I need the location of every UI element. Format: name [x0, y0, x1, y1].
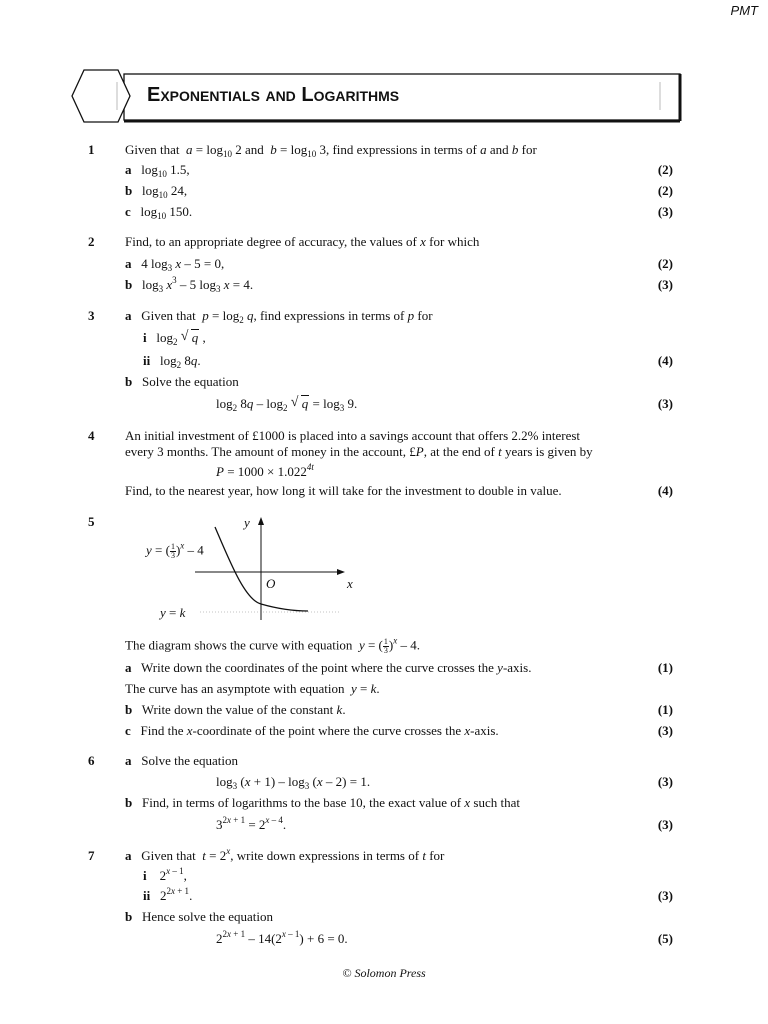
- question-subpart: i 2$^{x - 1}$,: [143, 866, 187, 883]
- question-part: a 4 $\log_3 x - 5 = 0$,: [125, 256, 225, 273]
- marks: (1): [657, 660, 673, 675]
- question-part: a Write down the coordinates of the point where the curve crosses the y-axis.: [125, 660, 532, 675]
- equation: $\log_3 (x + 1) - \log_3 (x - 2) = 1$.: [216, 774, 371, 791]
- question-part: b $\log_3 x^3 - 5$ $\log_3 x = 4$.: [125, 275, 254, 294]
- y-axis-arrow: [258, 517, 264, 525]
- question-part: b $\log_{10} 24$,: [125, 183, 188, 200]
- question-subpart: i $\log_2$ √ q ,: [143, 331, 206, 344]
- equation: $P = 1000 \times 1.022^{4t}$: [216, 462, 314, 479]
- question-number: 4: [88, 428, 95, 443]
- y-axis-label: y: [244, 515, 250, 530]
- question-part: a Given that $t = 2^x$, write down expressions in terms of t for: [125, 846, 445, 863]
- origin-label: O: [266, 576, 276, 591]
- question-text: Find, to the nearest year, how long it will take for the investment to double in value.: [125, 483, 562, 498]
- marks: (3): [657, 396, 673, 411]
- curve-label: y = ( $\frac{1}{3}$ )$^x$ – 4: [146, 540, 204, 560]
- equation: $3^{2x + 1} = 2^{x - 4}$.: [216, 815, 287, 832]
- marks: (3): [657, 774, 673, 789]
- equation: $\log_2 8q - \log_2$ √ $q = \log_3 9$.: [216, 397, 357, 410]
- x-axis-arrow: [337, 569, 345, 575]
- question-part: b Hence solve the equation: [125, 909, 274, 924]
- question-number: 2: [88, 234, 95, 249]
- question-part: b Find, in terms of logarithms to the base 10, the exact value of x such that: [125, 795, 520, 810]
- marks: (2): [657, 256, 673, 271]
- question-text: An initial investment of £1000 is placed into a savings account that offers 2.2% interest: [125, 428, 581, 443]
- question-text: every 3 months. The amount of money in the account, £P, at the end of t years is given by: [125, 444, 593, 459]
- question-number: 1: [88, 142, 95, 157]
- marks: (2): [657, 162, 673, 177]
- marks: (2): [657, 183, 673, 198]
- x-axis-label: x: [347, 576, 353, 591]
- page-title: Exponentials and Logarithms: [147, 84, 400, 106]
- marks: (4): [657, 353, 673, 368]
- marks: (5): [657, 931, 673, 946]
- question-part: b Solve the equation: [125, 374, 239, 389]
- question-text: The curve has an asymptote with equation y = k.: [125, 681, 380, 696]
- marks: (3): [657, 204, 673, 219]
- question-part: a Solve the equation: [125, 753, 239, 768]
- question-subpart: ii $2^{2x + 1}$.: [143, 886, 193, 903]
- question-number: 5: [88, 514, 95, 529]
- question-part: c Find the x-coordinate of the point where the curve crosses the x-axis.: [125, 723, 499, 738]
- question-number: 7: [88, 848, 95, 863]
- question-number: 3: [88, 308, 95, 323]
- question-part: b Write down the value of the constant k.: [125, 702, 346, 717]
- question-part: c $\log_{10} 150$.: [125, 204, 193, 221]
- page-footer: © Solomon Press: [342, 966, 426, 980]
- marks: (3): [657, 723, 673, 738]
- question-part: a Given that $p = \log_2 q$, find expressions in terms of p for: [125, 308, 433, 325]
- question-part: a $\log_{10} 1.5$,: [125, 162, 190, 179]
- hexagon-icon: [72, 70, 130, 122]
- marks: (3): [657, 277, 673, 292]
- marks: (1): [657, 702, 673, 717]
- question-stem: Given that $a = \log_{10} 2$ and $b = \log_{10} 3$, find expressions in terms of a and b for: [125, 142, 537, 159]
- equation: $2^{2x + 1} - 14(2^{x - 1}) + 6 = 0$.: [216, 929, 348, 946]
- question-text: The diagram shows the curve with equation y = ( $\frac{1}{3}$ )$^x$ – 4.: [125, 635, 420, 655]
- marks: (3): [657, 888, 673, 903]
- question-subpart: ii $\log_2 8q$.: [143, 353, 201, 370]
- question-stem: Find, to an appropriate degree of accuracy, the values of x for which: [125, 234, 480, 249]
- marks: (3): [657, 817, 673, 832]
- page-header-tag: PMT: [730, 3, 758, 18]
- asymptote-label: y = k: [160, 605, 186, 620]
- marks: (4): [657, 483, 673, 498]
- question-number: 6: [88, 753, 95, 768]
